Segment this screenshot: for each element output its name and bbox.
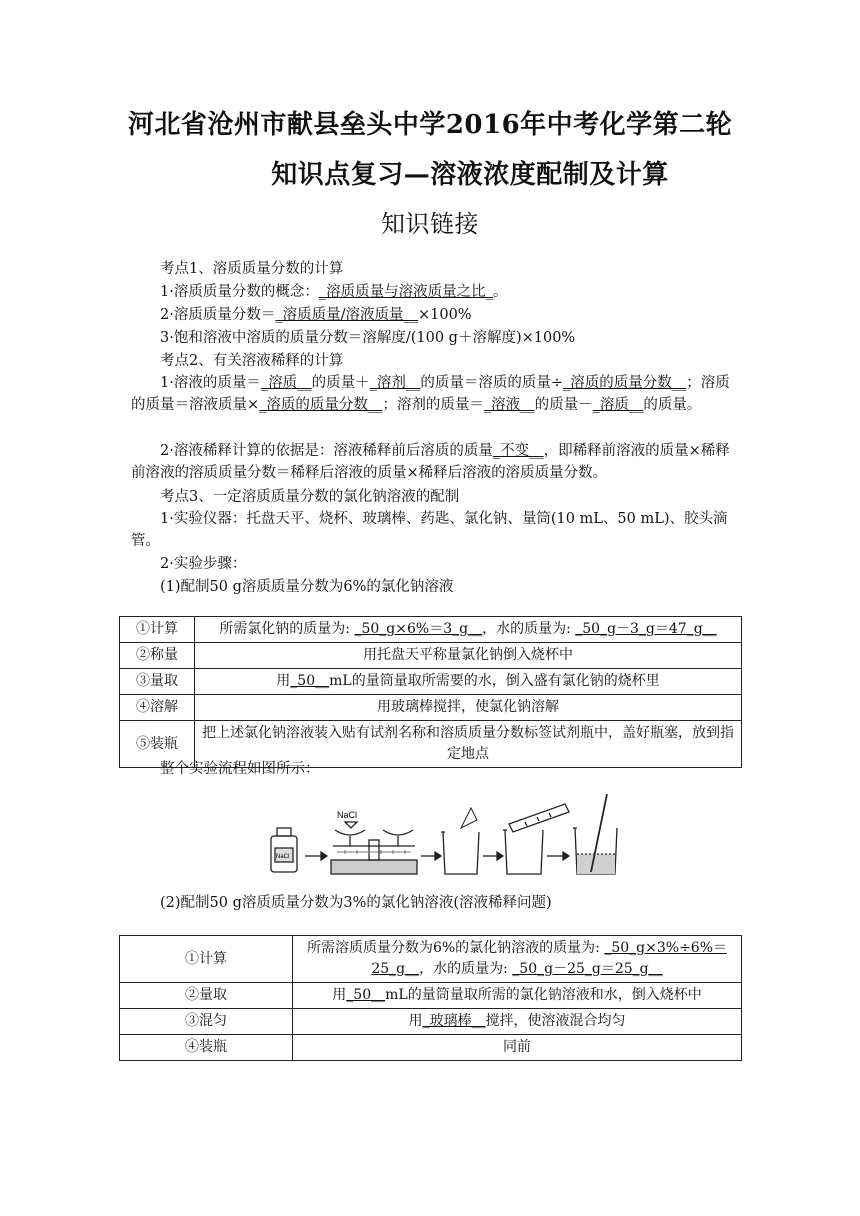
answer: _50__ (290, 673, 330, 689)
text: 用 (408, 1013, 423, 1029)
kp3-heading: 考点3、一定溶质质量分数的氯化钠溶液的配制 (160, 489, 460, 505)
answer: _溶质质量与溶液质量之比_ (318, 284, 493, 300)
text: 的质量＝溶质的质量÷ (420, 375, 563, 391)
kp3-para1: 1·实验仪器：托盘天平、烧杯、玻璃棒、药匙、氯化钠、量筒(10 mL、50 mL)、胶头滴管。 (131, 511, 728, 549)
beaker-icon (503, 830, 543, 874)
text: 的质量－ (534, 397, 593, 413)
step-content: 用托盘天平称量氯化钠倒入烧杯中 (195, 643, 742, 669)
answer: _溶质质量/溶液质量__ (275, 307, 418, 323)
text: 1·溶液的质量＝ (160, 375, 261, 391)
answer: _玻璃棒__ (422, 1013, 486, 1029)
text: mL的量筒量取所需要的水，倒入盛有氯化钠的烧杯里 (329, 673, 660, 689)
step-label: ①计算 (120, 936, 293, 983)
step-label: ③量取 (120, 669, 195, 695)
step-content (195, 669, 742, 695)
step-label: ②称量 (120, 643, 195, 669)
text: 。 (492, 284, 508, 300)
answer: _50_g－3_g＝47_g__ (575, 621, 717, 637)
answer: _50_g×3%÷6%＝25_g__ (371, 940, 728, 977)
text: 2·溶质质量分数＝ (160, 307, 276, 323)
table-row (120, 1035, 742, 1061)
table-row (120, 617, 742, 643)
text: 1·溶质质量分数的概念： (160, 284, 319, 300)
text: 用 (276, 673, 291, 689)
kp2-para1 (131, 372, 731, 416)
answer: _溶液__ (483, 397, 535, 413)
answer: _50__ (346, 987, 386, 1003)
section-heading: 知识链接 (381, 210, 479, 238)
table-row (120, 669, 742, 695)
graduated-cylinder-icon (509, 804, 569, 832)
text: 的质量＋ (311, 375, 370, 391)
kp2-heading: 考点2、有关溶液稀释的计算 (160, 353, 344, 369)
answer: _50_g×6%＝3_g__ (354, 621, 483, 637)
step-label: ⑤装瓶 (120, 721, 195, 768)
kp3-sub2: (2)配制50 g溶质质量分数为3%的氯化钠溶液(溶液稀释问题) (160, 895, 552, 911)
bottle-nacl-label: NaCl (276, 854, 290, 860)
step-content (293, 983, 742, 1009)
text: 所需溶质质量分数为6%的氯化钠溶液的质量为: (306, 940, 605, 956)
table-row (120, 983, 742, 1009)
step-label: ①计算 (120, 617, 195, 643)
step-label: ②量取 (120, 983, 293, 1009)
experiment-flow-figure (265, 788, 645, 880)
beaker-stirring-icon (573, 794, 617, 874)
table-row (120, 695, 742, 721)
text: ；溶质的质量＝溶液质量× (131, 375, 730, 413)
table-row (120, 1009, 742, 1035)
bottle-cap (277, 828, 291, 836)
step-content: 用玻璃棒搅拌，使氯化钠溶解 (195, 695, 742, 721)
kp3-para2: 2·实验步骤： (160, 556, 247, 572)
beaker-icon (441, 808, 479, 874)
text: ，水的质量为: (482, 621, 576, 637)
step-content: 同前 (293, 1035, 742, 1061)
kp2-para2 (131, 440, 731, 484)
text: 搅拌，使溶液混合均匀 (485, 1013, 626, 1029)
table-dilute-3pct (119, 935, 742, 1061)
kp1-line2 (160, 304, 472, 326)
answer: _溶剂__ (369, 375, 421, 391)
doc-title-line1: 河北省沧州市献县垒头中学2016年中考化学第二轮 (127, 110, 733, 140)
answer: _不变__ (492, 443, 544, 459)
answer: _溶质__ (592, 397, 644, 413)
kp1-heading: 考点1、溶质质量分数的计算 (160, 261, 344, 277)
text: 用 (332, 987, 347, 1003)
doc-title-line2: 知识点复习—溶液浓度配制及计算 (271, 160, 669, 190)
flow-caption: 整个实验流程如图所示： (160, 761, 320, 777)
answer: _50_g－25_g＝25_g__ (512, 961, 663, 977)
nacl-label: NaCl (337, 810, 358, 820)
step-content (293, 936, 742, 983)
kp1-line3: 3·饱和溶液中溶质的质量分数＝溶解度/(100 g＋溶解度)×100% (160, 330, 576, 346)
text: ×100% (417, 307, 472, 323)
step-content (195, 617, 742, 643)
table-row (120, 936, 742, 983)
text: ，即稀释前溶液的质量×稀释前溶液的溶质质量分数＝稀释后溶液的质量×稀释后溶液的溶质质量分数。 (131, 443, 730, 481)
text: 的质量。 (643, 397, 702, 413)
text: ，水的质量为: (419, 961, 513, 977)
balance-icon (331, 822, 417, 874)
step-content: 把上述氯化钠溶液装入贴有试剂名称和溶质质量分数标签试剂瓶中，盖好瓶塞，放到指定地点 (195, 721, 742, 768)
text: 所需氯化钠的质量为: (219, 621, 355, 637)
step-label: ④装瓶 (120, 1035, 293, 1061)
text: ；溶剂的质量＝ (382, 397, 484, 413)
table-row (120, 643, 742, 669)
kp1-line1 (160, 281, 507, 303)
answer: _溶质__ (260, 375, 312, 391)
text: 2·溶液稀释计算的依据是：溶液稀释前后溶质的质量 (160, 443, 493, 459)
text: mL的量筒量取所需的氯化钠溶液和水，倒入烧杯中 (385, 987, 702, 1003)
answer: _溶质的质量分数__ (259, 397, 383, 413)
step-label: ④溶解 (120, 695, 195, 721)
kp3-sub1: (1)配制50 g溶质质量分数为6%的氯化钠溶液 (160, 579, 454, 595)
step-label: ③混匀 (120, 1009, 293, 1035)
step-content (293, 1009, 742, 1035)
answer: _溶质的质量分数__ (563, 375, 687, 391)
table-prepare-6pct (119, 616, 742, 768)
